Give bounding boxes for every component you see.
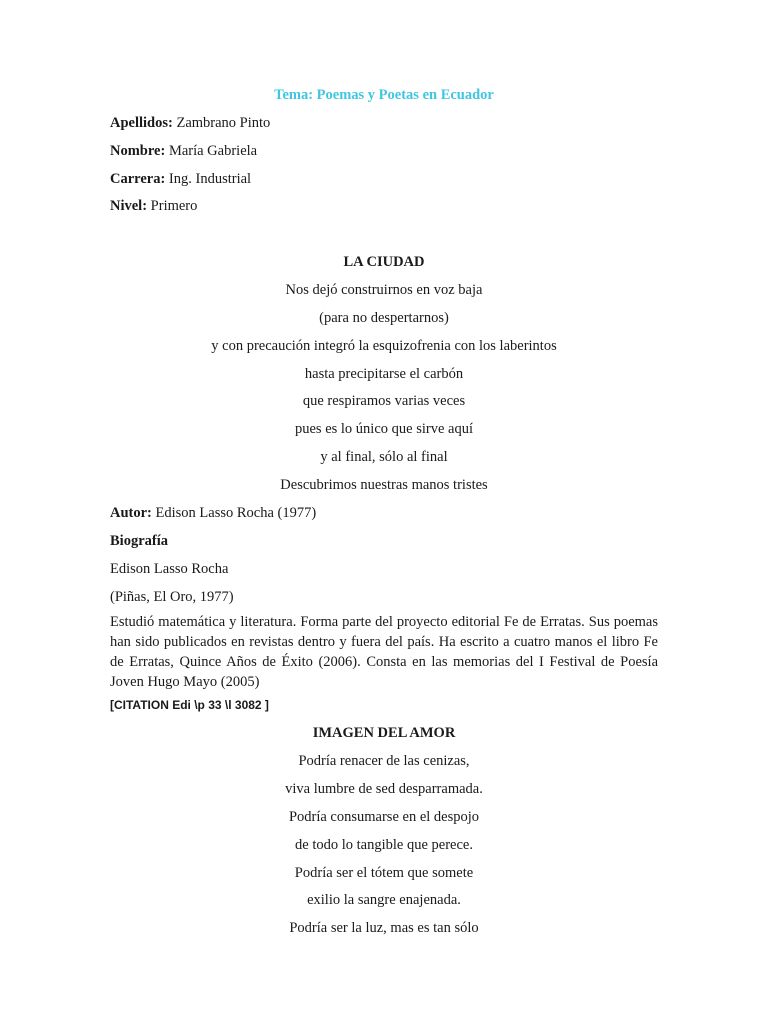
poem1-line: Nos dejó construirnos en voz baja [285,282,483,298]
poem2-line: Podría consumarse en el despojo [288,809,480,825]
field-value: María Gabriela [168,143,258,159]
biography-heading: Biografía [110,533,168,549]
poem2-line: de todo lo tangible que perece. [295,837,473,853]
citation-field: [CITATION Edi \p 33 \l 3082 ] [110,698,269,712]
biography-name: Edison Lasso Rocha [110,561,229,577]
document-topic: Tema: Poemas y Poetas en Ecuador [274,87,494,103]
field-nivel [110,197,197,215]
biography-text: Estudió matemática y literatura. Forma parte del proyecto editorial Fe de Erratas. Sus poemas han sido publicados en revistas dentro y fuera del país. Ha escrito a cuatro manos el libro Fe de Erratas, Quince Años de Éxito (2006). Consta en las memorias del I Festival de Poesía Joven Hugo Mayo (2005) [110,614,658,690]
poem1-line: y al final, sólo al final [320,449,448,465]
field-label: Nivel: [110,198,148,214]
biography-origin: (Piñas, El Oro, 1977) [110,589,234,605]
poem1-title: LA CIUDAD [343,254,425,270]
author-value: Edison Lasso Rocha (1977) [155,505,317,521]
poem1-line: y con precaución integró la esquizofrenia con los laberintos [211,338,557,354]
poem1-line: que respiramos varias veces [302,393,466,409]
field-label: Apellidos: [110,115,173,131]
poem2-line: Podría ser la luz, mas es tan sólo [289,920,479,936]
poem2-line: viva lumbre de sed desparramada. [285,781,483,797]
poem2-line: Podría renacer de las cenizas, [298,753,470,769]
field-value: Primero [150,198,198,214]
field-apellidos [110,114,270,132]
field-value: Zambrano Pinto [176,115,271,131]
author-label: Autor: [110,505,152,521]
field-label: Nombre: [110,143,166,159]
author-line [110,504,316,522]
poem2-line: exilio la sangre enajenada. [307,892,461,908]
poem1-line: (para no despertarnos) [319,310,449,326]
poem1-line: hasta precipitarse el carbón [304,366,464,382]
poem2-title: IMAGEN DEL AMOR [312,725,456,741]
field-nombre [110,142,257,160]
field-carrera [110,170,251,188]
poem1-line: Descubrimos nuestras manos tristes [280,477,488,493]
poem2-line: Podría ser el tótem que somete [294,865,474,881]
field-label: Carrera: [110,171,166,187]
poem1-line: pues es lo único que sirve aquí [295,421,473,437]
field-value: Ing. Industrial [168,171,252,187]
